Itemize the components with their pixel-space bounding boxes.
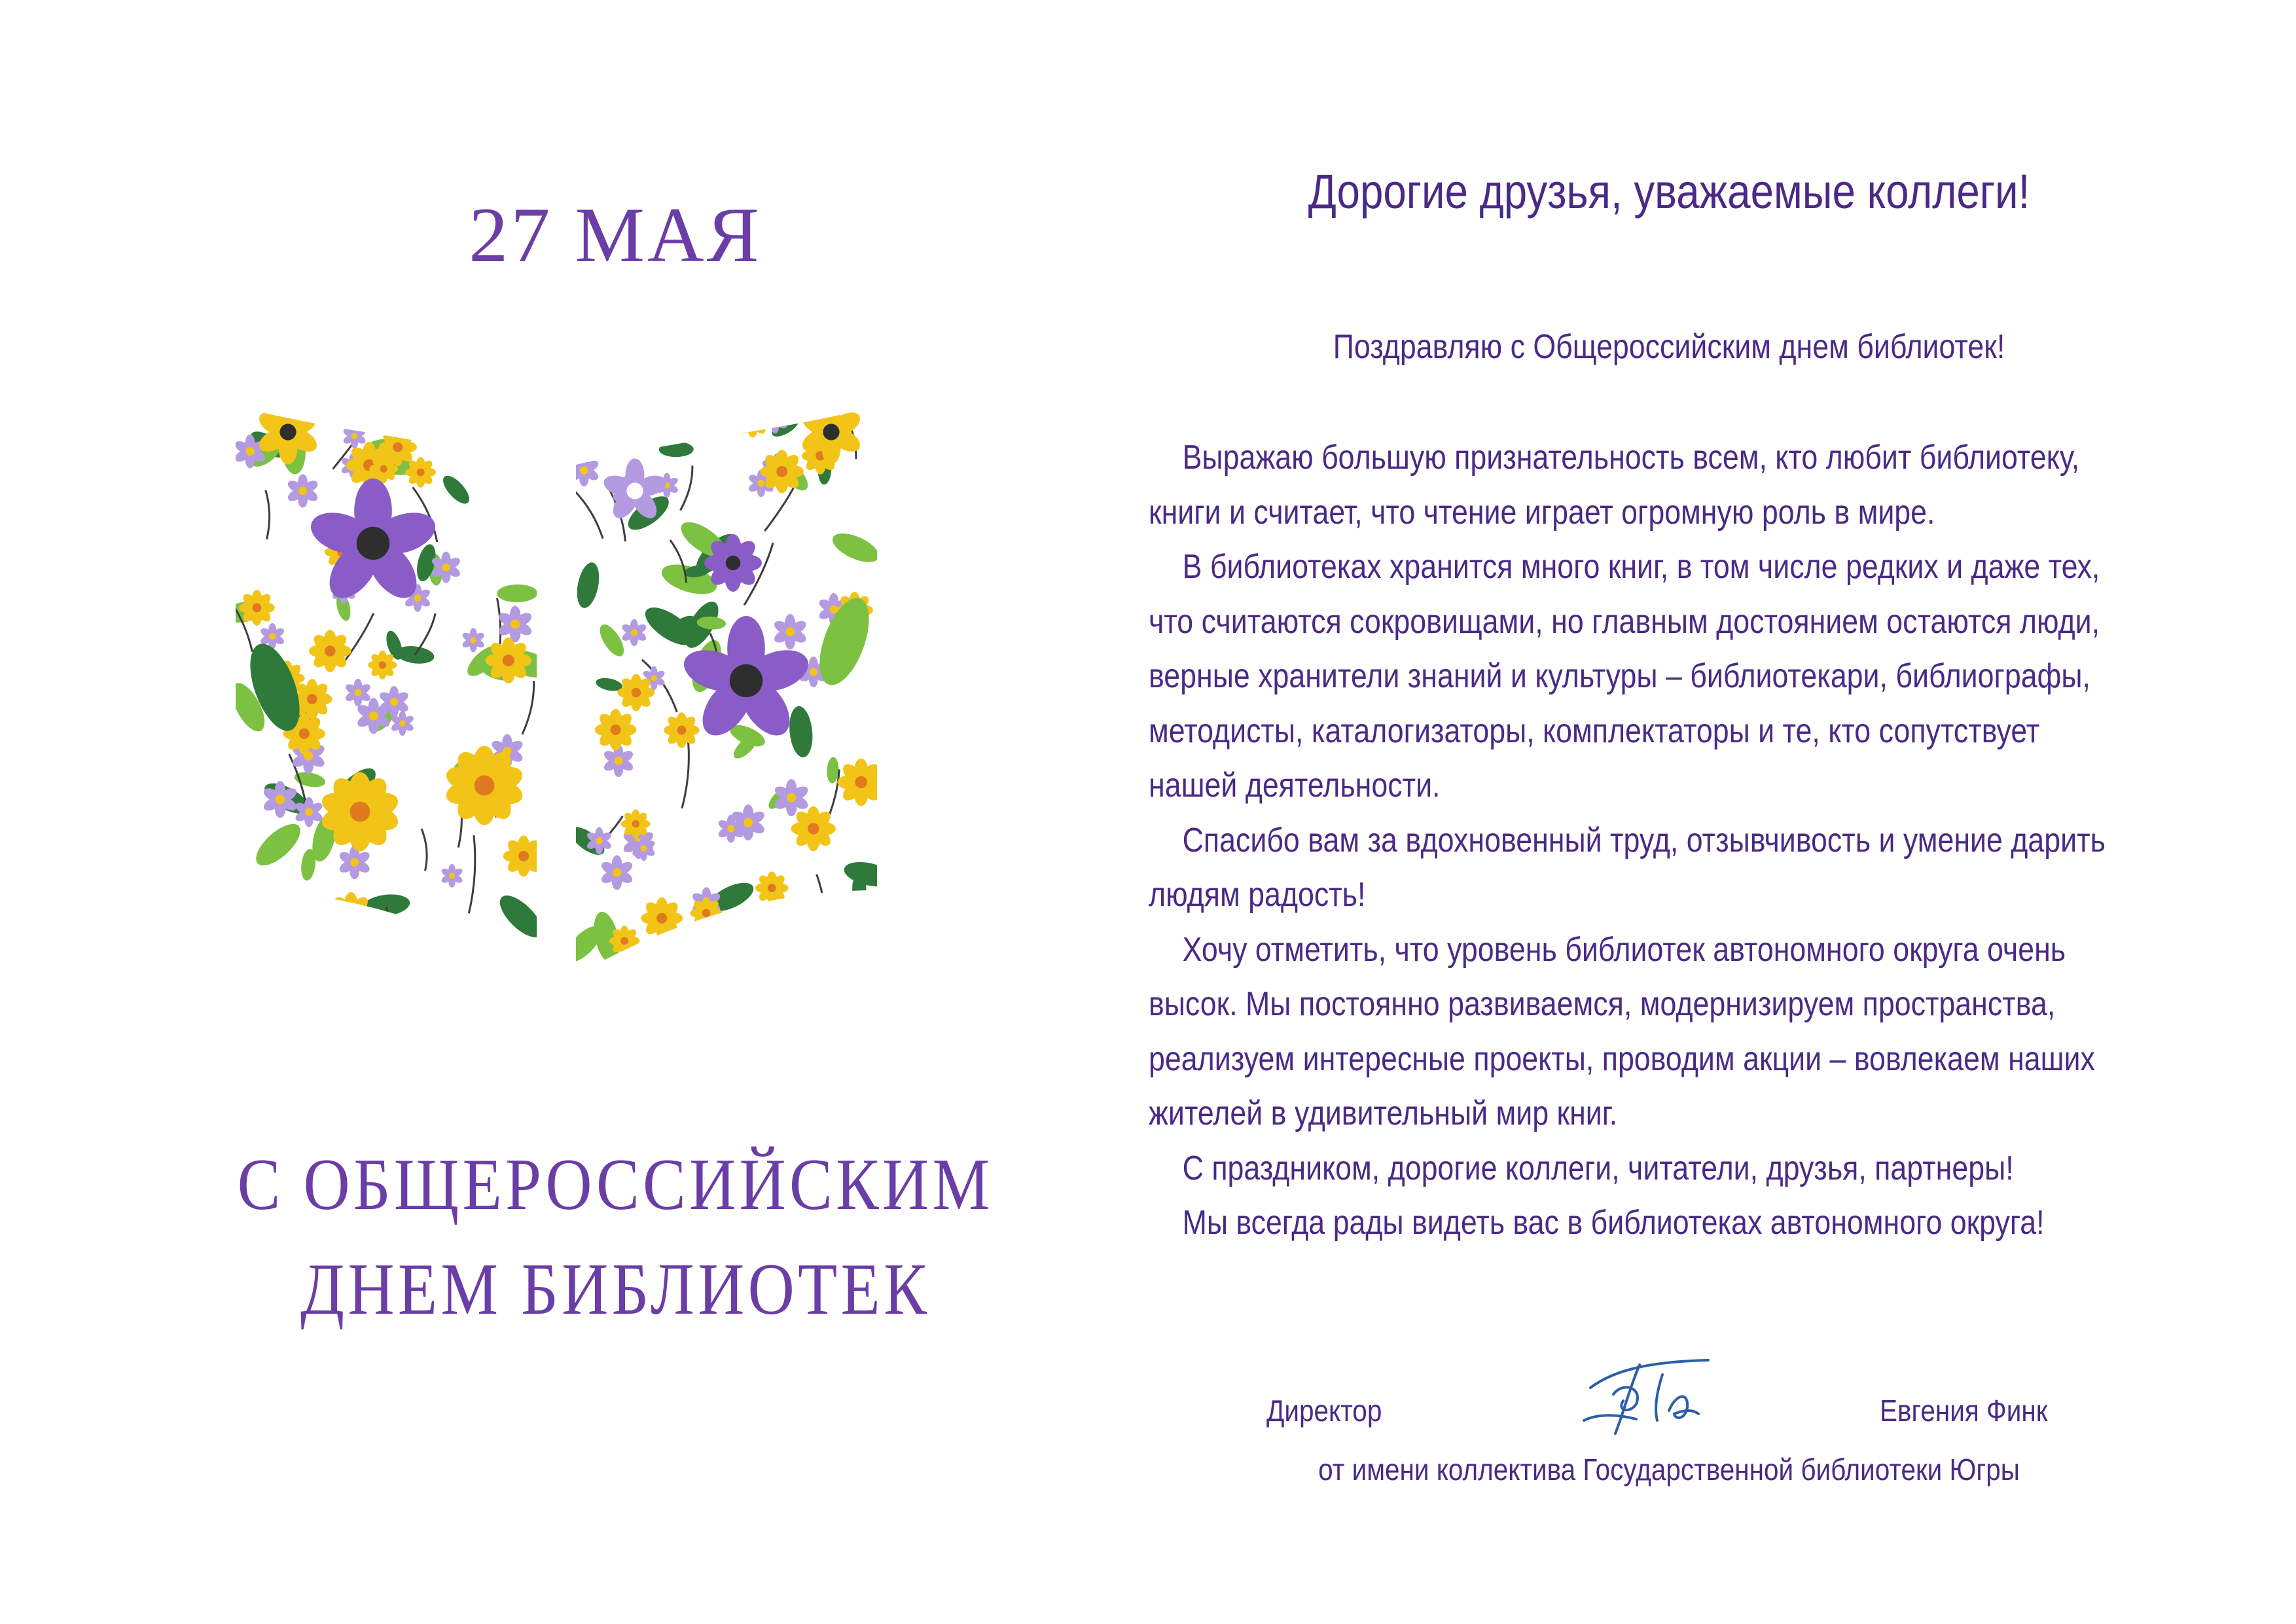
floral-book-illustration	[236, 393, 890, 982]
letter-line: что считаются сокровищами, но главным достоянием остаются люди,	[1149, 602, 2100, 641]
letter-line: Мы всегда рады видеть вас в библиотеках автономного округа!	[1182, 1204, 2045, 1242]
letter-heading: Дорогие друзья, уважаемые коллеги!	[1308, 164, 2030, 219]
signature-organization: от имени коллектива Государственной библиотеки Югры	[1318, 1453, 2020, 1487]
letter-line: С праздником, дорогие коллеги, читатели, друзья, партнеры!	[1182, 1149, 2014, 1187]
date-heading: 27 МАЯ	[469, 191, 762, 278]
letter-body	[1149, 431, 2140, 1251]
signature-name: Евгения Финк	[1879, 1394, 2047, 1428]
letter-line: высок. Мы постоянно развиваемся, модернизируем пространства,	[1149, 985, 2056, 1023]
holiday-title-line-1: С ОБЩЕРОССИЙСКИМ	[237, 1144, 994, 1225]
letter-line: В библиотеках хранится много книг, в том числе редких и даже тех,	[1182, 548, 2100, 586]
letter-line: нашей деятельности.	[1149, 767, 1441, 804]
letter-line: людям радость!	[1149, 876, 1366, 914]
letter-line: Выражаю большую признательность всем, кто любит библиотеку,	[1182, 439, 2080, 477]
holiday-title	[189, 1132, 1041, 1342]
congratulation-line: Поздравляю с Общероссийским днем библиотек!	[1333, 328, 2005, 366]
signature-graphic	[1577, 1348, 1728, 1440]
letter-line: Спасибо вам за вдохновенный труд, отзывчивость и умение дарить	[1182, 821, 2106, 859]
signature-role: Директор	[1266, 1394, 1382, 1428]
letter-line: реализуем интересные проекты, проводим акции – вовлекаем наших	[1149, 1039, 2095, 1078]
letter-line: методисты, каталогизаторы, комплектаторы и те, кто сопутствует	[1149, 712, 2040, 750]
letter-line: жителей в удивительный мир книг.	[1149, 1094, 1618, 1132]
letter-line: Хочу отметить, что уровень библиотек автономного округа очень	[1182, 930, 2066, 969]
letter-line: книги и считает, что чтение играет огромную роль в мире.	[1149, 493, 1935, 532]
holiday-title-line-2: ДНЕМ БИБЛИОТЕК	[300, 1249, 931, 1330]
letter-line: верные хранители знаний и культуры – библиотекари, библиографы,	[1149, 657, 2090, 695]
